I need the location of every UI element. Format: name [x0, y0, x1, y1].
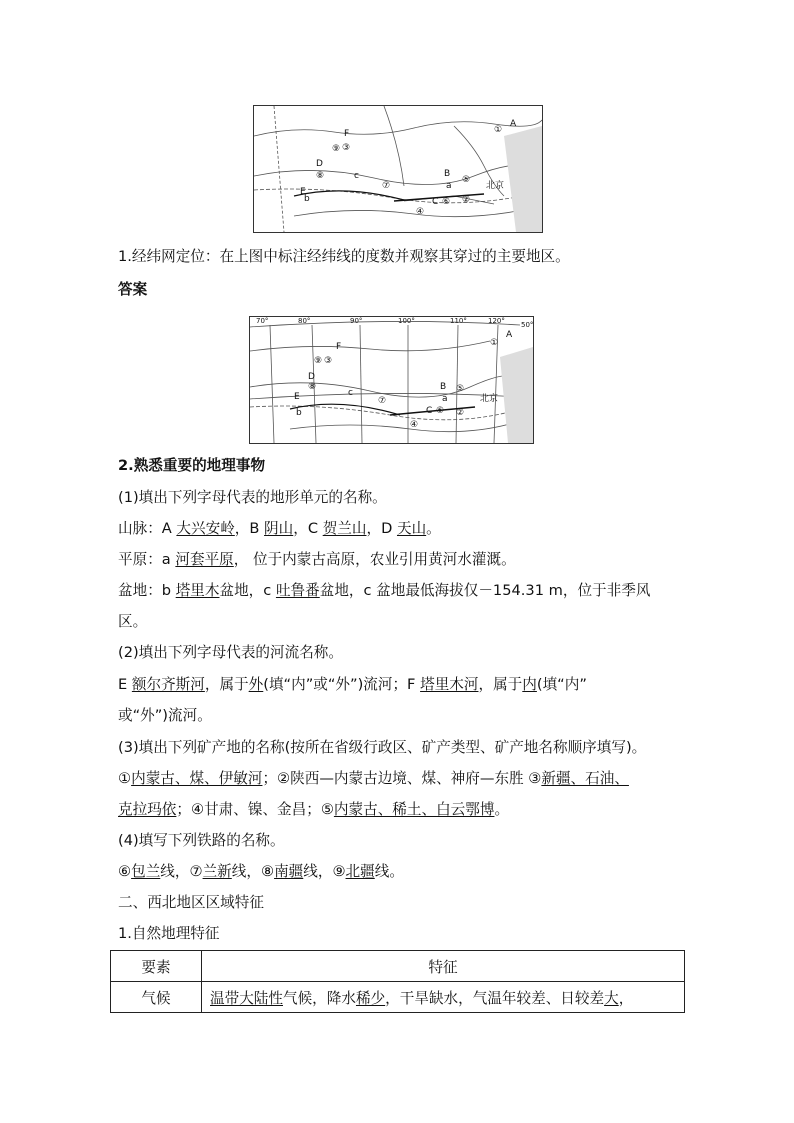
answer-mineral-3a: 新疆、石油、: [541, 770, 629, 787]
map-label-F: F: [344, 129, 350, 139]
map-label-c: c: [354, 171, 359, 181]
map-label-8: ⑧: [316, 171, 325, 181]
answer-map-label-5: ⑤: [456, 384, 465, 394]
section-2-title: 二、西北地区区域特征: [118, 894, 264, 911]
answer-A: 大兴安岭: [176, 520, 235, 537]
section-2-subtitle: 1.自然地理特征: [118, 925, 220, 942]
answer-rail-7: 兰新: [202, 863, 232, 880]
question-2-4: (4)填写下列铁路的名称。: [118, 832, 285, 849]
railways-line: ⑥包兰线，⑦兰新线，⑧南疆线，⑨北疆线。: [118, 863, 404, 880]
answer-E-type: 外: [248, 676, 264, 693]
northwest-map-answer: [249, 316, 534, 444]
table-cell-climate-feature: 温带大陆性气候，降水稀少，干旱缺水，气温年较差、日较差大，: [202, 982, 685, 1013]
answer-map-label-E: E: [294, 392, 300, 402]
answer-F-type: 内: [522, 676, 537, 693]
answer-E: 额尔齐斯河: [131, 676, 205, 693]
map-label-4: ④: [416, 207, 425, 217]
rivers-line-2: 或“外”)流河。: [118, 707, 212, 724]
answer-map-label-beijing: 北京: [480, 394, 499, 404]
table-header-row: [111, 951, 685, 982]
minerals-line: ①内蒙古、煤、伊敏河；②陕西—内蒙古边境、煤、神府—东胜 ③新疆、石油、: [118, 770, 629, 787]
answer-C: 贺兰山: [322, 520, 367, 537]
answer-a: 河套平原: [175, 551, 234, 568]
map-label-a: a: [446, 181, 452, 191]
answer-label: 答案: [118, 281, 148, 298]
answer-map-label-F: F: [336, 342, 342, 352]
longitude-80: 80°: [298, 317, 311, 325]
longitude-70: 70°: [256, 317, 269, 325]
table-header-feature: 特征: [202, 951, 685, 982]
basin-line: 盆地：b 塔里木盆地，c 吐鲁番盆地，c 盆地最低海拔仅－154.31 m，位于非季风: [118, 582, 651, 599]
question-2-2: (2)填出下列字母代表的河流名称。: [118, 644, 343, 661]
table-header-element: 要素: [111, 951, 202, 982]
basin-line-2: 区。: [118, 613, 148, 630]
answer-rail-6: 包兰: [131, 863, 161, 880]
answer-b: 塔里木: [175, 582, 220, 599]
answer-F: 塔里木河: [420, 676, 479, 693]
longitude-90: 90°: [350, 317, 363, 325]
longitude-100: 100°: [398, 317, 415, 325]
map-label-C: C: [432, 197, 439, 207]
map-label-B: B: [444, 169, 451, 179]
question-1: 1.经纬网定位：在上图中标注经纬线的度数并观察其穿过的主要地区。: [118, 248, 570, 265]
map-label-5: ⑤: [462, 175, 471, 185]
table-cell-climate: 气候: [111, 982, 202, 1013]
answer-map-label-4: ④: [410, 420, 419, 430]
map-label-2: ②: [462, 195, 471, 205]
answer-mineral-3b: 克拉玛依: [118, 801, 177, 818]
mountains-line: 山脉：A 大兴安岭，B 阴山，C 贺兰山，D 天山。: [118, 520, 441, 537]
answer-map-label-a: a: [442, 394, 448, 404]
answer-rail-9: 北疆: [345, 863, 375, 880]
map-label-6: ⑥: [442, 197, 451, 207]
question-2-title: 2.熟悉重要的地理事物: [118, 457, 266, 474]
answer-map-label-3: ③: [324, 356, 333, 366]
answer-map-label-C: C: [426, 406, 433, 416]
answer-map-label-c: c: [348, 388, 353, 398]
map-label-E: E: [300, 187, 306, 197]
answer-mineral-1: 内蒙古、煤、伊敏河: [131, 770, 263, 787]
answer-map-label-1: ①: [490, 338, 499, 348]
longitude-120: 120°: [488, 317, 505, 325]
table-row: [111, 982, 685, 1013]
map-label-3: ③: [342, 143, 351, 153]
map-label-1: ①: [494, 125, 503, 135]
answer-map-label-9: ⑨: [314, 356, 323, 366]
answer-map-label-8: ⑧: [308, 382, 317, 392]
longitude-110: 110°: [450, 317, 467, 325]
answer-rail-8: 南疆: [274, 863, 304, 880]
northwest-map-top: [253, 105, 543, 233]
map-label-b: b: [304, 194, 310, 204]
natural-features-table: [110, 950, 685, 1013]
answer-map-label-b: b: [296, 408, 302, 418]
rivers-line: E 额尔齐斯河，属于外(填“内”或“外”)流河；F 塔里木河，属于内(填“内”: [118, 676, 587, 693]
answer-map-label-D: D: [308, 372, 315, 382]
map-label-9: ⑨: [332, 144, 341, 154]
plain-line: 平原：a 河套平原， 位于内蒙古高原，农业引用黄河水灌溉。: [118, 551, 516, 568]
minerals-line-2: 克拉玛依；④甘肃、镍、金昌；⑤内蒙古、稀土、白云鄂博。: [118, 801, 510, 818]
answer-D: 天山: [396, 520, 427, 537]
map-label-beijing: 北京: [486, 181, 505, 191]
map-label-A: A: [510, 119, 517, 129]
question-2-1: (1)填出下列字母代表的地形单元的名称。: [118, 489, 387, 506]
map-label-7: ⑦: [382, 181, 391, 191]
answer-map-label-A: A: [506, 330, 513, 340]
answer-map-label-B: B: [440, 382, 447, 392]
answer-c: 吐鲁番: [275, 582, 320, 599]
answer-map-label-7: ⑦: [378, 396, 387, 406]
answer-B: 阴山: [264, 520, 294, 537]
answer-map-label-2: ②: [456, 408, 465, 418]
latitude-50: 50°: [521, 321, 533, 329]
answer-map-label-6: ⑥: [436, 406, 445, 416]
map-label-D: D: [316, 159, 323, 169]
answer-mineral-5: 内蒙古、稀土、白云鄂博: [333, 801, 495, 818]
question-2-3: (3)填出下列矿产地的名称(按所在省级行政区、矿产类型、矿产地名称顺序填写)。: [118, 739, 647, 756]
